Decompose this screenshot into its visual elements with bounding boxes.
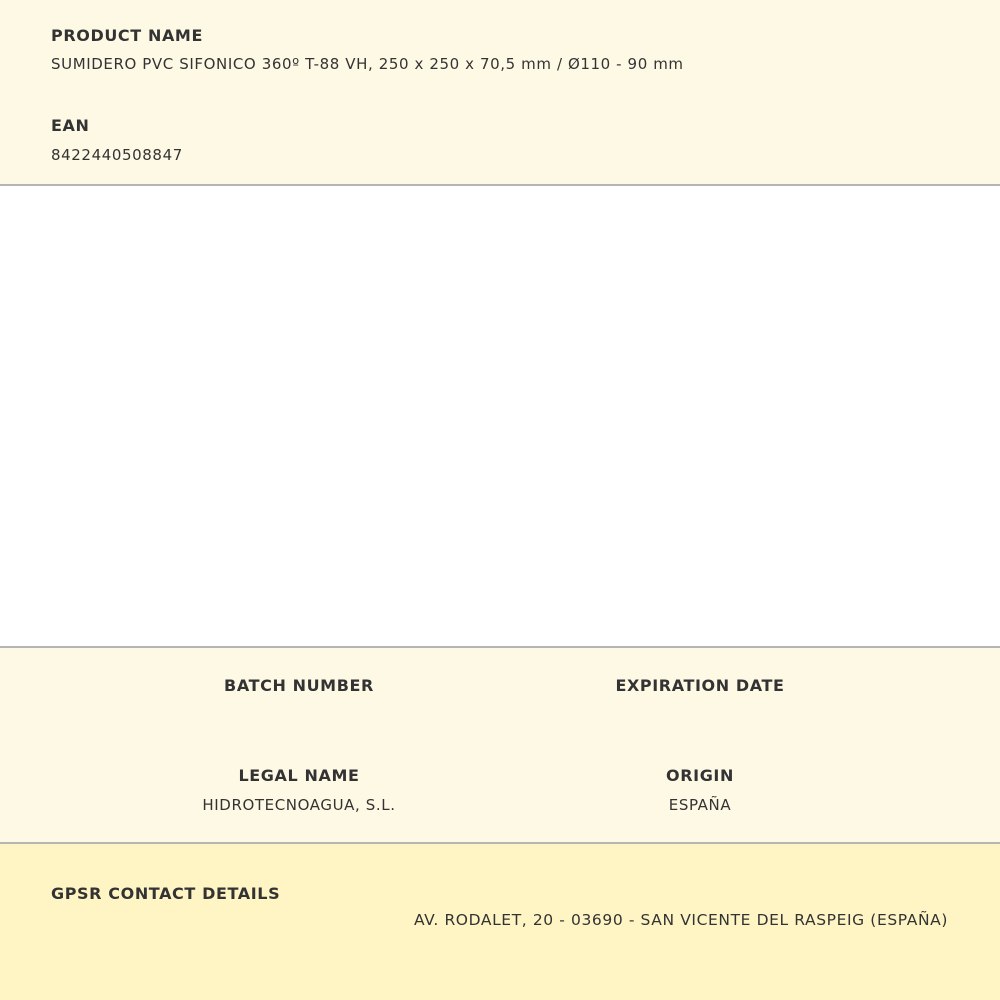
origin-field	[500, 766, 900, 814]
legal-name-field	[99, 766, 499, 814]
ean-label: EAN	[51, 116, 90, 135]
gpsr-contact-label: GPSR CONTACT DETAILS	[51, 884, 281, 903]
product-name-label: PRODUCT NAME	[51, 26, 203, 45]
product-info-section	[0, 0, 1000, 186]
batch-number-label: BATCH NUMBER	[224, 676, 374, 695]
legal-name-label: LEGAL NAME	[238, 766, 360, 785]
legal-name-value: HIDROTECNOAGUA, S.L.	[202, 796, 396, 814]
batch-number-field	[99, 676, 499, 706]
product-image-area	[0, 186, 1000, 646]
origin-label: ORIGIN	[666, 766, 734, 785]
gpsr-contact-section	[0, 844, 1000, 1000]
details-section	[0, 646, 1000, 844]
expiration-date-field	[500, 676, 900, 706]
ean-value: 8422440508847	[51, 146, 183, 164]
gpsr-contact-address: AV. RODALET, 20 - 03690 - SAN VICENTE DEL RASPEIG (ESPAÑA)	[413, 911, 948, 929]
origin-value: ESPAÑA	[668, 796, 732, 814]
product-name-value: SUMIDERO PVC SIFONICO 360º T-88 VH, 250 x 250 x 70,5 mm / Ø110 - 90 mm	[51, 55, 684, 73]
expiration-date-label: EXPIRATION DATE	[615, 676, 785, 695]
